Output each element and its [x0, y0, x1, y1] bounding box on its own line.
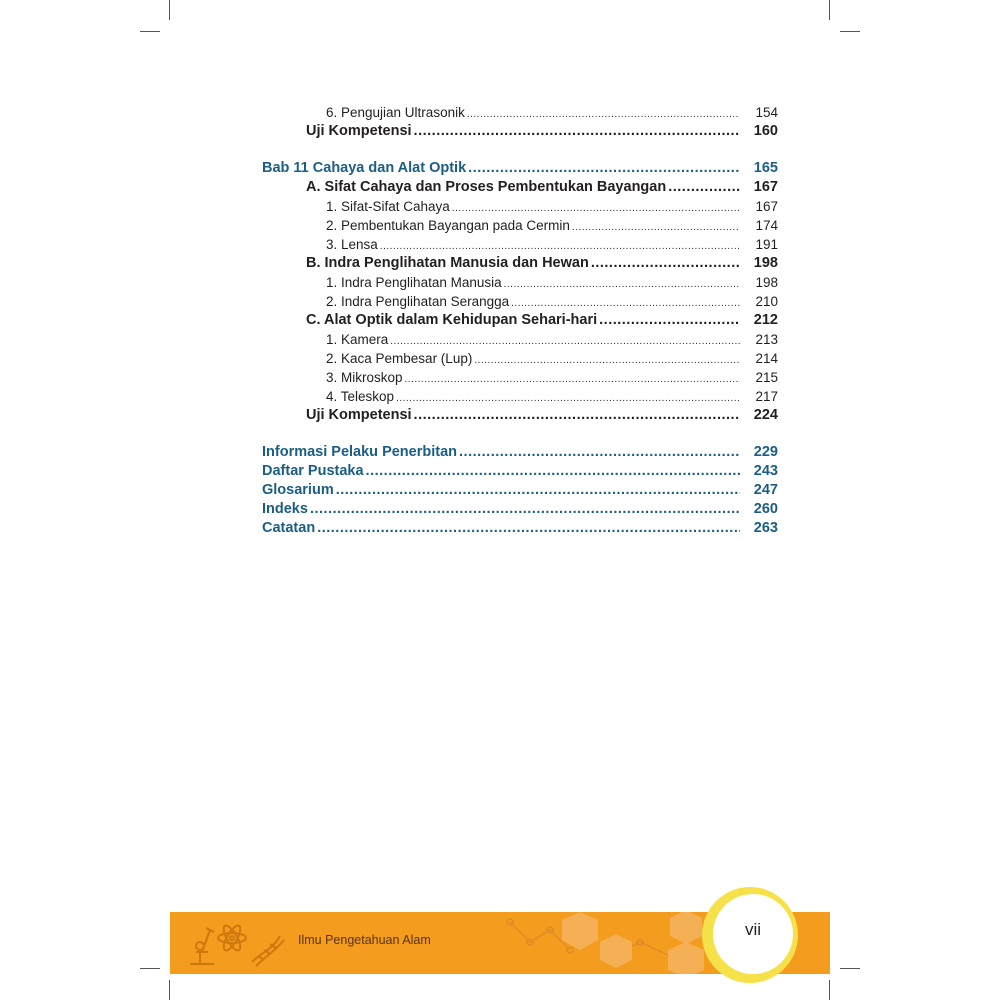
page-number: vii: [744, 920, 762, 939]
toc-entry[interactable]: [262, 197, 778, 216]
toc-dot-leader: [405, 370, 740, 389]
microscope-icon: [190, 928, 214, 964]
toc-entry[interactable]: [262, 481, 778, 500]
crop-mark-bottom-right-v: [829, 980, 830, 1000]
toc-entry-title: Uji Kompetensi: [306, 123, 412, 139]
toc-entry[interactable]: [262, 254, 778, 273]
toc-entry-title: 2. Kaca Pembesar (Lup): [326, 351, 473, 366]
toc-entry-page: 229: [753, 444, 778, 460]
toc-entry-page: 212: [753, 312, 778, 328]
toc-entry-title: 3. Lensa: [326, 237, 378, 252]
toc-entry-page: 217: [755, 389, 778, 404]
toc-entry-page: 160: [753, 123, 778, 139]
toc-entry-title: Uji Kompetensi: [306, 407, 412, 423]
hexagon-icon: [668, 942, 704, 974]
toc-entry-title: Bab 11 Cahaya dan Alat Optik: [262, 160, 467, 176]
toc-entry-page: 167: [753, 179, 778, 195]
toc-entry[interactable]: [262, 349, 778, 368]
toc-gap: [262, 141, 778, 159]
toc-entry[interactable]: [262, 273, 778, 292]
toc-entry-title: C. Alat Optik dalam Kehidupan Sehari-hari: [306, 312, 598, 328]
toc-entry-title: 1. Kamera: [326, 332, 389, 347]
toc-entry[interactable]: [262, 500, 778, 519]
toc-dot-leader: [317, 519, 740, 538]
toc-dot-leader: [504, 275, 740, 294]
molecule-line-icon: [510, 922, 570, 950]
toc-entry[interactable]: [262, 462, 778, 481]
toc-entry-title: 3. Mikroskop: [326, 370, 403, 385]
crop-mark-top-left-v: [169, 0, 170, 20]
toc-entry-title: 2. Pembentukan Bayangan pada Cermin: [326, 218, 570, 233]
toc-entry-page: 260: [753, 501, 778, 517]
toc-entry[interactable]: [262, 216, 778, 235]
toc-entry-page: 224: [753, 407, 778, 423]
toc-dot-leader: [572, 218, 740, 237]
toc-entry-title: 2. Indra Penglihatan Serangga: [326, 294, 510, 309]
toc-entry-title: B. Indra Penglihatan Manusia dan Hewan: [306, 255, 589, 271]
toc-entry-page: 263: [753, 520, 778, 536]
book-title: Ilmu Pengetahuan Alam: [298, 933, 431, 947]
crop-mark-bottom-right-h: [840, 968, 860, 969]
toc-dot-leader: [474, 351, 740, 370]
toc-entry[interactable]: [262, 519, 778, 538]
toc-entry-title: Daftar Pustaka: [262, 463, 364, 479]
toc-entry-page: 174: [755, 218, 778, 233]
toc-entry-page: 213: [755, 332, 778, 347]
toc-entry-page: 198: [755, 275, 778, 290]
toc-entry-title: 4. Teleskop: [326, 389, 395, 404]
toc-entry-page: 210: [755, 294, 778, 309]
toc-entry[interactable]: [262, 159, 778, 178]
hexagon-icon: [600, 934, 632, 968]
toc-entry[interactable]: [262, 443, 778, 462]
toc-gap: [262, 425, 778, 443]
toc-dot-leader: [414, 122, 740, 141]
toc-entry-title: Informasi Pelaku Penerbitan: [262, 444, 458, 460]
crop-mark-top-right-h: [840, 31, 860, 32]
toc-entry-title: Indeks: [262, 501, 308, 517]
toc-dot-leader: [310, 500, 740, 519]
toc-entry-page: 198: [753, 255, 778, 271]
crop-mark-bottom-left-h: [140, 968, 160, 969]
toc-entry-page: 243: [753, 463, 778, 479]
toc-entry[interactable]: [262, 235, 778, 254]
crop-mark-top-left-h: [140, 31, 160, 32]
toc-dot-leader: [468, 159, 740, 178]
toc-entry-title: A. Sifat Cahaya dan Proses Pembentukan Bayangan: [306, 179, 667, 195]
toc-entry-page: 215: [755, 370, 778, 385]
hexagon-icon: [670, 912, 702, 944]
toc-dot-leader: [599, 311, 740, 330]
dna-icon: [252, 936, 284, 966]
crop-mark-bottom-left-v: [169, 980, 170, 1000]
toc-entry-page: 167: [755, 199, 778, 214]
toc-entry-title: 1. Indra Penglihatan Manusia: [326, 275, 502, 290]
toc-entry-page: 214: [755, 351, 778, 366]
toc-dot-leader: [414, 406, 740, 425]
toc-entry[interactable]: [262, 330, 778, 349]
toc-entry-page: 191: [755, 237, 778, 252]
toc-entry-title: 1. Sifat-Sifat Cahaya: [326, 199, 450, 214]
toc-entry[interactable]: [262, 406, 778, 425]
toc-dot-leader: [591, 254, 740, 273]
toc-entry[interactable]: [262, 311, 778, 330]
toc-dot-leader: [336, 481, 740, 500]
toc-entry-page: 165: [753, 160, 778, 176]
toc-dot-leader: [668, 178, 740, 197]
toc-dot-leader: [459, 443, 740, 462]
toc-entry[interactable]: [262, 178, 778, 197]
toc-entry-page: 154: [755, 105, 778, 120]
hexagon-icon: [562, 912, 598, 950]
toc-entry-page: 247: [753, 482, 778, 498]
toc-entry[interactable]: [262, 292, 778, 311]
crop-mark-top-right-v: [829, 0, 830, 20]
toc-entry[interactable]: [262, 387, 778, 406]
toc-entry[interactable]: [262, 122, 778, 141]
toc-entry-title: 6. Pengujian Ultrasonik: [326, 105, 465, 120]
table-of-contents: [262, 103, 778, 538]
toc-entry-title: Glosarium: [262, 482, 334, 498]
toc-entry[interactable]: [262, 368, 778, 387]
toc-entry[interactable]: [262, 103, 778, 122]
toc-dot-leader: [366, 462, 740, 481]
toc-entry-title: Catatan: [262, 520, 316, 536]
atom-icon: [218, 923, 246, 952]
